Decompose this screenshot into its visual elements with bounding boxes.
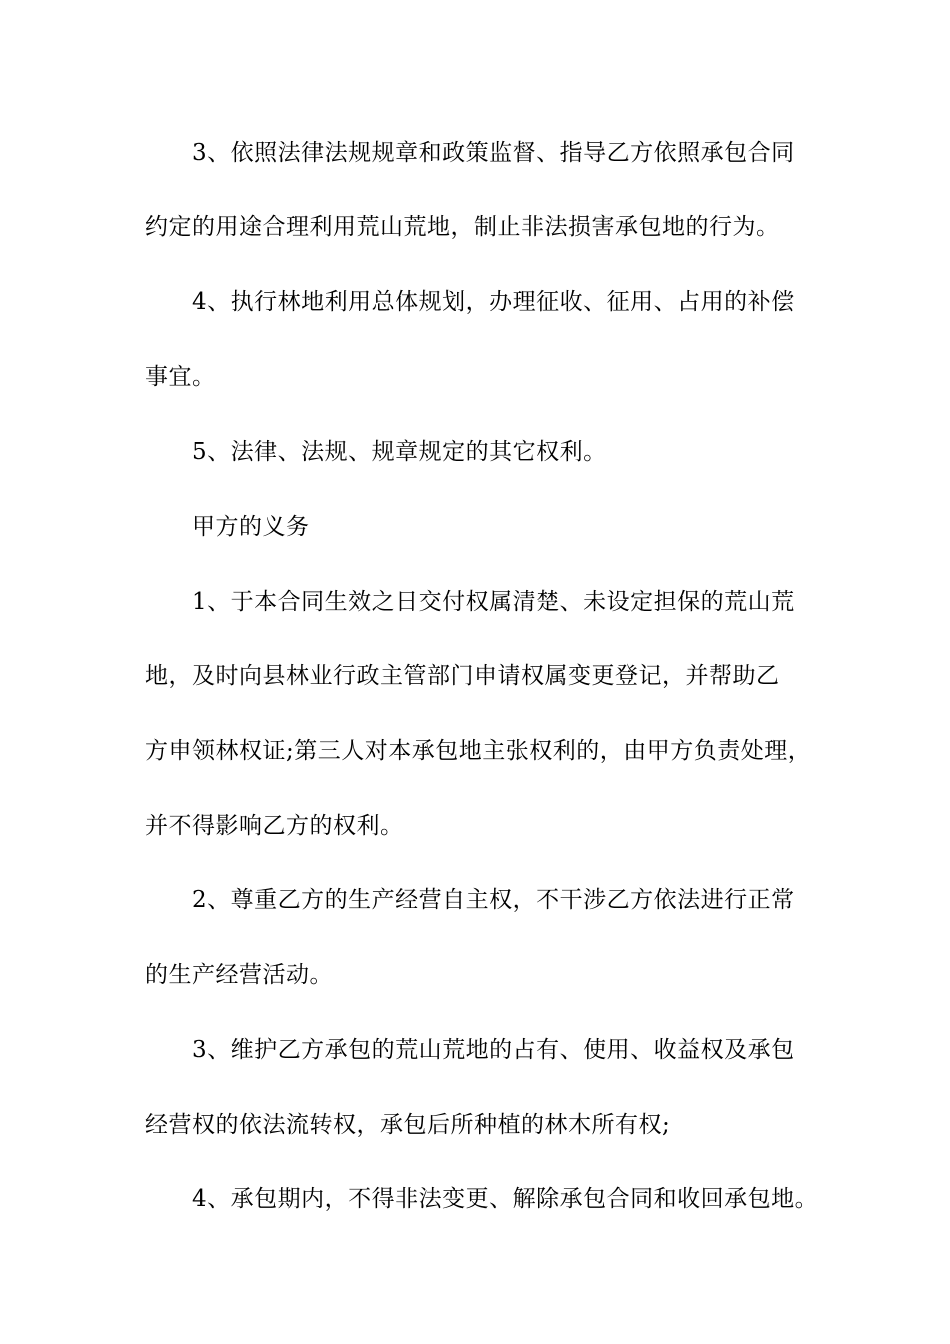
- paragraph-1-line-2: 约定的用途合理利用荒山荒地，制止非法损害承包地的行为。: [145, 214, 780, 240]
- paragraph-1-line-1: 3、依照法律法规规章和政策监督、指导乙方依照承包合同: [192, 140, 795, 166]
- paragraph-6-line-2: 的生产经营活动。: [145, 962, 333, 988]
- paragraph-7-line-2: 经营权的依法流转权，承包后所种植的林木所有权;: [145, 1112, 671, 1138]
- paragraph-8-line-1: 4、承包期内，不得非法变更、解除承包合同和收回承包地。: [192, 1186, 819, 1212]
- section-heading: 甲方的义务: [192, 514, 310, 540]
- paragraph-5-line-1: 1、于本合同生效之日交付权属清楚、未设定担保的荒山荒: [192, 589, 795, 615]
- paragraph-3-line-1: 5、法律、法规、规章规定的其它权利。: [192, 439, 607, 465]
- paragraph-2-line-1: 4、执行林地利用总体规划，办理征收、征用、占用的补偿: [192, 289, 795, 315]
- paragraph-5-line-4: 并不得影响乙方的权利。: [145, 813, 404, 839]
- paragraph-5-line-2: 地，及时向县林业行政主管部门申请权属变更登记，并帮助乙: [145, 663, 780, 689]
- paragraph-6-line-1: 2、尊重乙方的生产经营自主权，不干涉乙方依法进行正常: [192, 887, 795, 913]
- paragraph-2-line-2: 事宜。: [145, 364, 216, 390]
- paragraph-5-line-3: 方申领林权证;第三人对本承包地主张权利的，由甲方负责处理，: [145, 738, 812, 764]
- paragraph-7-line-1: 3、维护乙方承包的荒山荒地的占有、使用、收益权及承包: [192, 1037, 795, 1063]
